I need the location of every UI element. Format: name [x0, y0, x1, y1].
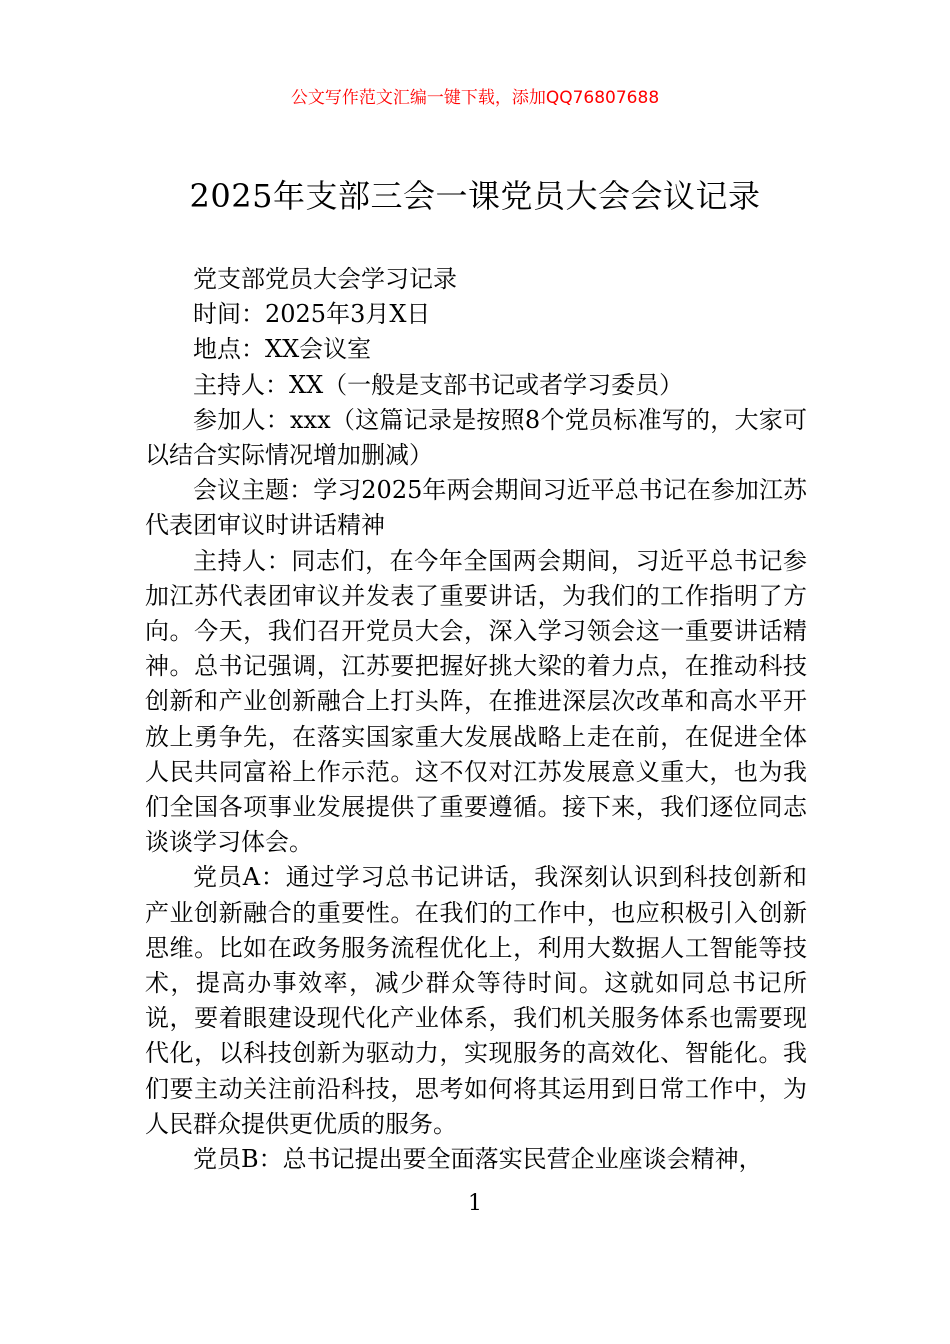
paragraph-member-b: 党员B：总书记提出要全面落实民营企业座谈会精神， — [193, 1145, 763, 1174]
paragraph-meeting-type: 党支部党员大会学习记录 — [193, 265, 457, 293]
paragraph-host: 主持人：XX（一般是支部书记或者学习委员） — [193, 370, 684, 399]
page-number: 1 — [468, 1191, 482, 1216]
promo-header-text: 公文写作范文汇编一键下载，添加QQ76807688 — [290, 88, 660, 108]
paragraph-theme: 会议主题：学习2025年两会期间习近平总书记在参加江苏代表团审议时讲话精神 — [145, 476, 807, 540]
paragraph-time: 时间：2025年3月X日 — [193, 300, 431, 329]
paragraph-attendees: 参加人：xxx（这篇记录是按照8个党员标准写的，大家可以结合实际情况增加删减） — [145, 405, 807, 470]
paragraph-host-speech: 主持人：同志们，在今年全国两会期间，习近平总书记参加江苏代表团审议并发表了重要讲话，为我们的工作指明了方向。今天，我们召开党员大会，深入学习领会这一重要讲话精神。总书记强调，江苏要把握好挑大梁的着力点，在推动科技创新和产业创新融合上打头阵，在推进深层次改革和高水平开放上勇争先，在落实国家重大发展战略上走在前，在促进全体人民共同富裕上作示范。这不仅对江苏发展意义重大，也为我们全国各项事业发展提供了重要遵循。接下来，我们逐位同志谈谈学习体会。 — [145, 546, 807, 857]
document-title: 2025年支部三会一课党员大会会议记录 — [189, 177, 761, 215]
document-body — [145, 262, 807, 1177]
paragraph-location: 地点：XX会议室 — [193, 335, 372, 364]
paragraph-member-a: 党员A：通过学习总书记讲话，我深刻认识到科技创新和产业创新融合的重要性。在我们的工作中，也应积极引入创新思维。比如在政务服务流程优化上，利用大数据人工智能等技术，提高办事效率，减少群众等待时间。这就如同总书记所说，要着眼建设现代化产业体系，我们机关服务体系也需要现代化，以科技创新为驱动力，实现服务的高效化、智能化。我们要主动关注前沿科技，思考如何将其运用到日常工作中，为人民群众提供更优质的服务。 — [145, 863, 807, 1138]
